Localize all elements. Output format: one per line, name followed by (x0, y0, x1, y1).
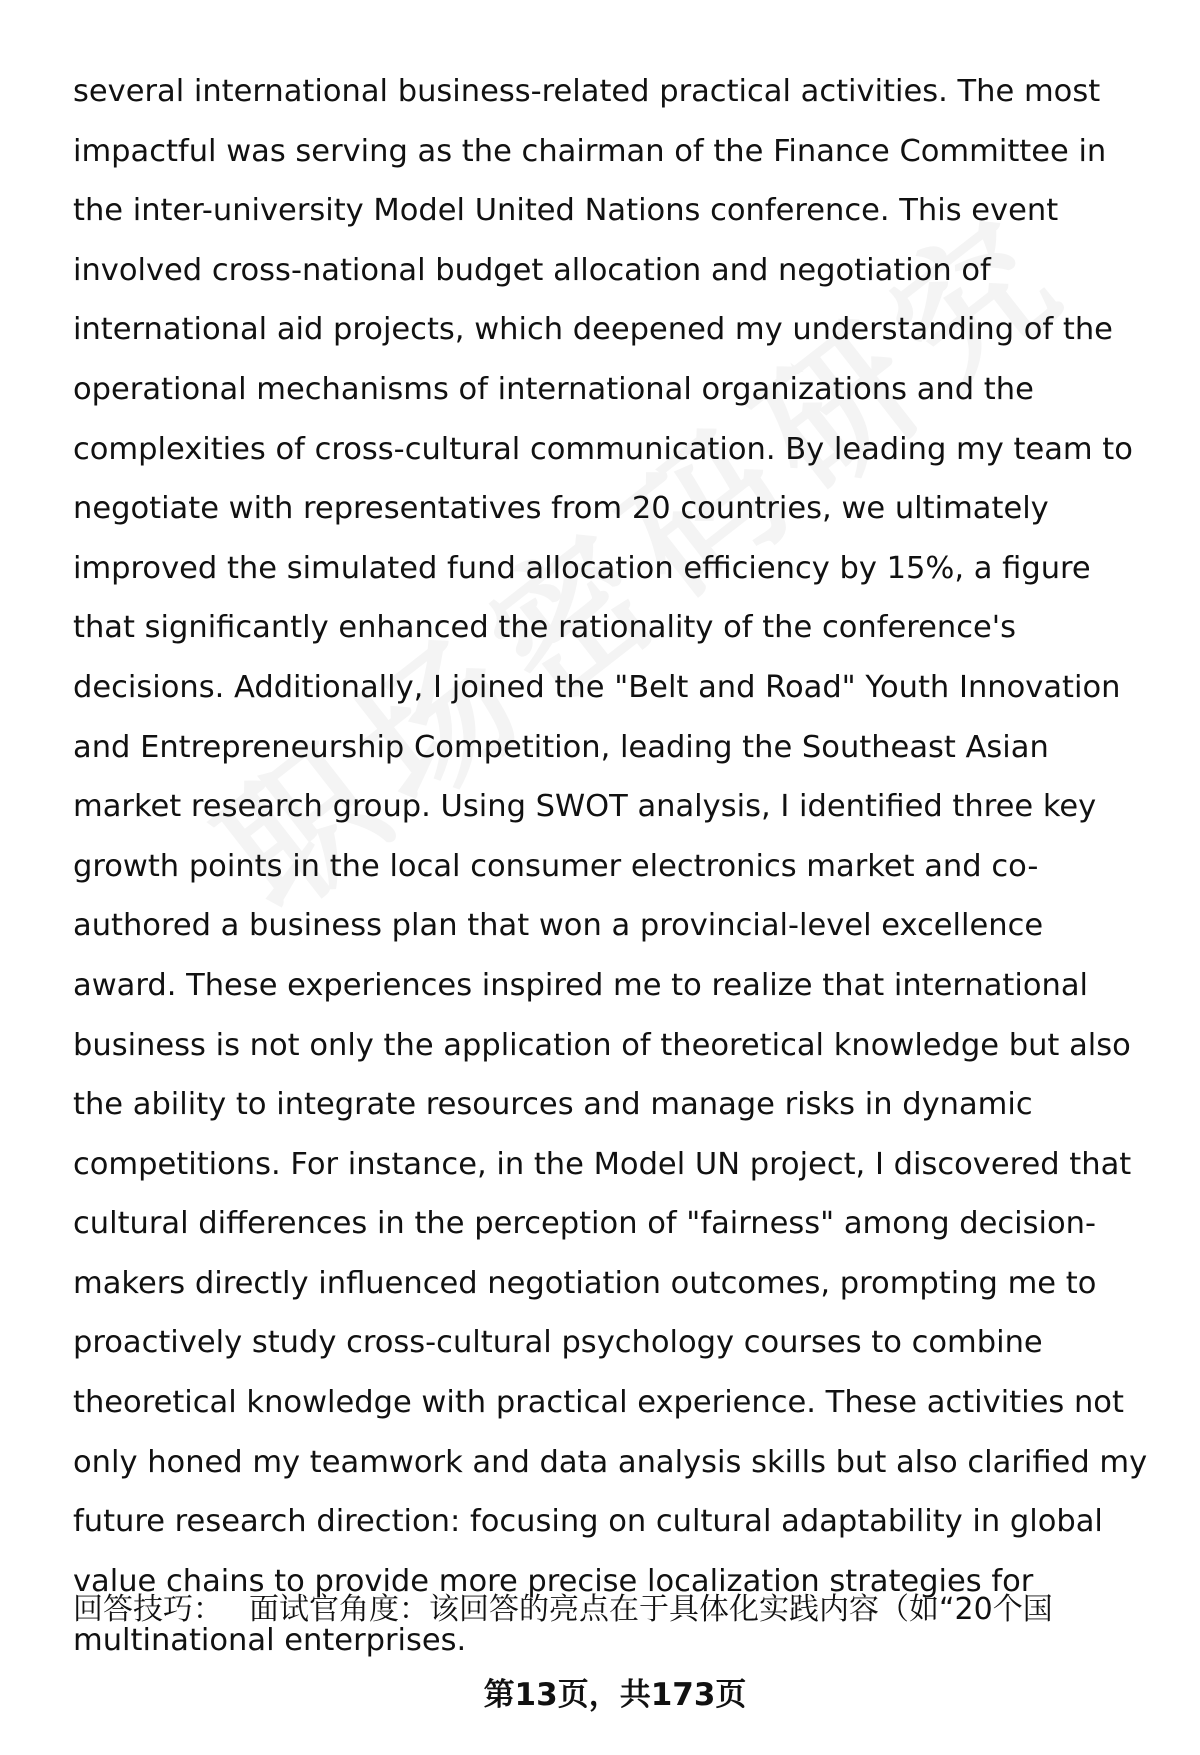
page-footer: 第13页，共173页 (483, 1677, 747, 1713)
tip-text: 面试官角度：该回答的亮点在于具体化实践内容（如“20个国 (249, 1592, 1053, 1627)
body-paragraph: several international business-related practical activities. The most impactful was serving as the chairman of the Finance Committee in the inter-university Model United Nations conference. This event involved cross-national budget allocation and negotiation of international aid projects, which deepened my understanding of the operational mechanisms of international organizations and the complexities of cross-cultural communication. By leading my team to negotiate with representatives from 20 countries, we ultimately improved the simulated fund allocation efficiency by 15%, a figure that significantly enhanced the rationality of the conference's decisions. Additionally, I joined the "Belt and Road" Youth Innovation and Entrepreneurship Competition, leading the Southeast Asian market research group. Using SWOT analysis, I identified three key growth points in the local consumer electronics market and co-authored a business plan that won a provincial-level excellence award. These experiences inspired me to realize that international business is not only the application of theoretical knowledge but also the ability to integrate resources and manage risks in dynamic competitions. For instance, in the Model UN project, I discovered that cultural differences in the perception of "fairness" among decision-makers directly influenced negotiation outcomes, prompting me to proactively study cross-cultural psychology courses to combine theoretical knowledge with practical experience. These activities not only honed my teamwork and data analysis skills but also clarified my future research direction: focusing on cultural adaptability in global value chains to provide more precise localization strategies for multinational enterprises. (73, 74, 1148, 1659)
answer-tip (73, 1585, 1053, 1635)
tip-label: 回答技巧： (73, 1592, 223, 1627)
